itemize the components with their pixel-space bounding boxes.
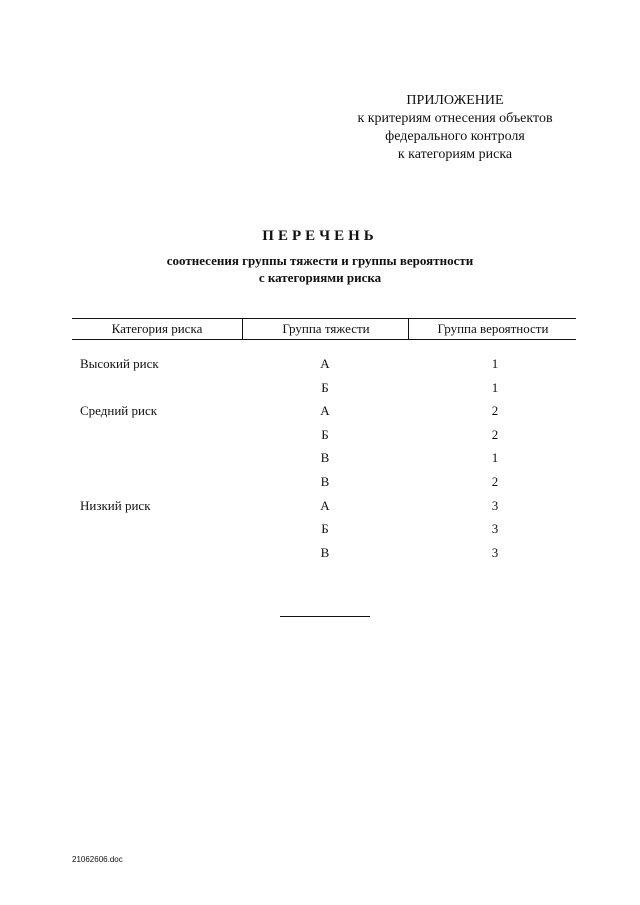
table-row xyxy=(72,472,576,496)
appendix-header xyxy=(330,92,580,164)
subtitle-line-2: с категориями риска xyxy=(258,270,382,285)
table-body xyxy=(72,354,576,566)
row-probability: 3 xyxy=(491,544,499,560)
row-severity: Б xyxy=(321,379,329,395)
header-severity-group: Группа тяжести xyxy=(242,319,409,339)
row-severity: А xyxy=(320,356,330,371)
row-severity: В xyxy=(320,544,330,560)
table-row xyxy=(72,354,576,378)
table-row xyxy=(72,496,576,520)
document-subtitle xyxy=(0,252,640,286)
table-row xyxy=(72,378,576,402)
appendix-ref-line-1: к критериям отнесения объектов xyxy=(357,111,553,126)
row-probability: 2 xyxy=(491,403,499,419)
document-title: ПЕРЕЧЕНЬ xyxy=(262,228,378,244)
header-risk-category: Категория риска xyxy=(111,321,203,336)
table-header xyxy=(72,318,576,340)
row-severity: В xyxy=(320,473,330,489)
row-probability: 1 xyxy=(491,450,499,466)
row-probability: 3 xyxy=(491,521,499,537)
file-name-footer: 21062606.doc xyxy=(72,855,123,864)
table-row xyxy=(72,401,576,425)
subtitle-line-1: соотнесения группы тяжести и группы вероятности xyxy=(166,253,474,268)
row-severity: Б xyxy=(321,426,329,442)
row-severity: Б xyxy=(321,521,329,537)
table-row xyxy=(72,425,576,449)
row-severity: В xyxy=(320,450,330,466)
table-row xyxy=(72,543,576,567)
row-category: Средний риск xyxy=(80,403,158,419)
row-probability: 3 xyxy=(491,497,499,513)
row-probability: 1 xyxy=(491,379,499,395)
row-probability: 1 xyxy=(491,356,499,371)
row-probability: 2 xyxy=(491,426,499,442)
row-probability: 2 xyxy=(491,473,499,489)
end-divider xyxy=(280,616,370,617)
row-severity: А xyxy=(320,403,330,419)
appendix-ref-line-3: к категориям риска xyxy=(397,147,513,162)
row-severity: А xyxy=(320,497,330,513)
table-row xyxy=(72,448,576,472)
appendix-label: ПРИЛОЖЕНИЕ xyxy=(406,93,504,108)
appendix-ref-line-2: федерального контроля xyxy=(385,129,525,144)
row-category: Высокий риск xyxy=(80,356,159,371)
row-category: Низкий риск xyxy=(80,497,151,513)
table-row xyxy=(72,519,576,543)
risk-table xyxy=(72,318,576,566)
header-probability-group: Группа вероятности xyxy=(408,319,577,339)
